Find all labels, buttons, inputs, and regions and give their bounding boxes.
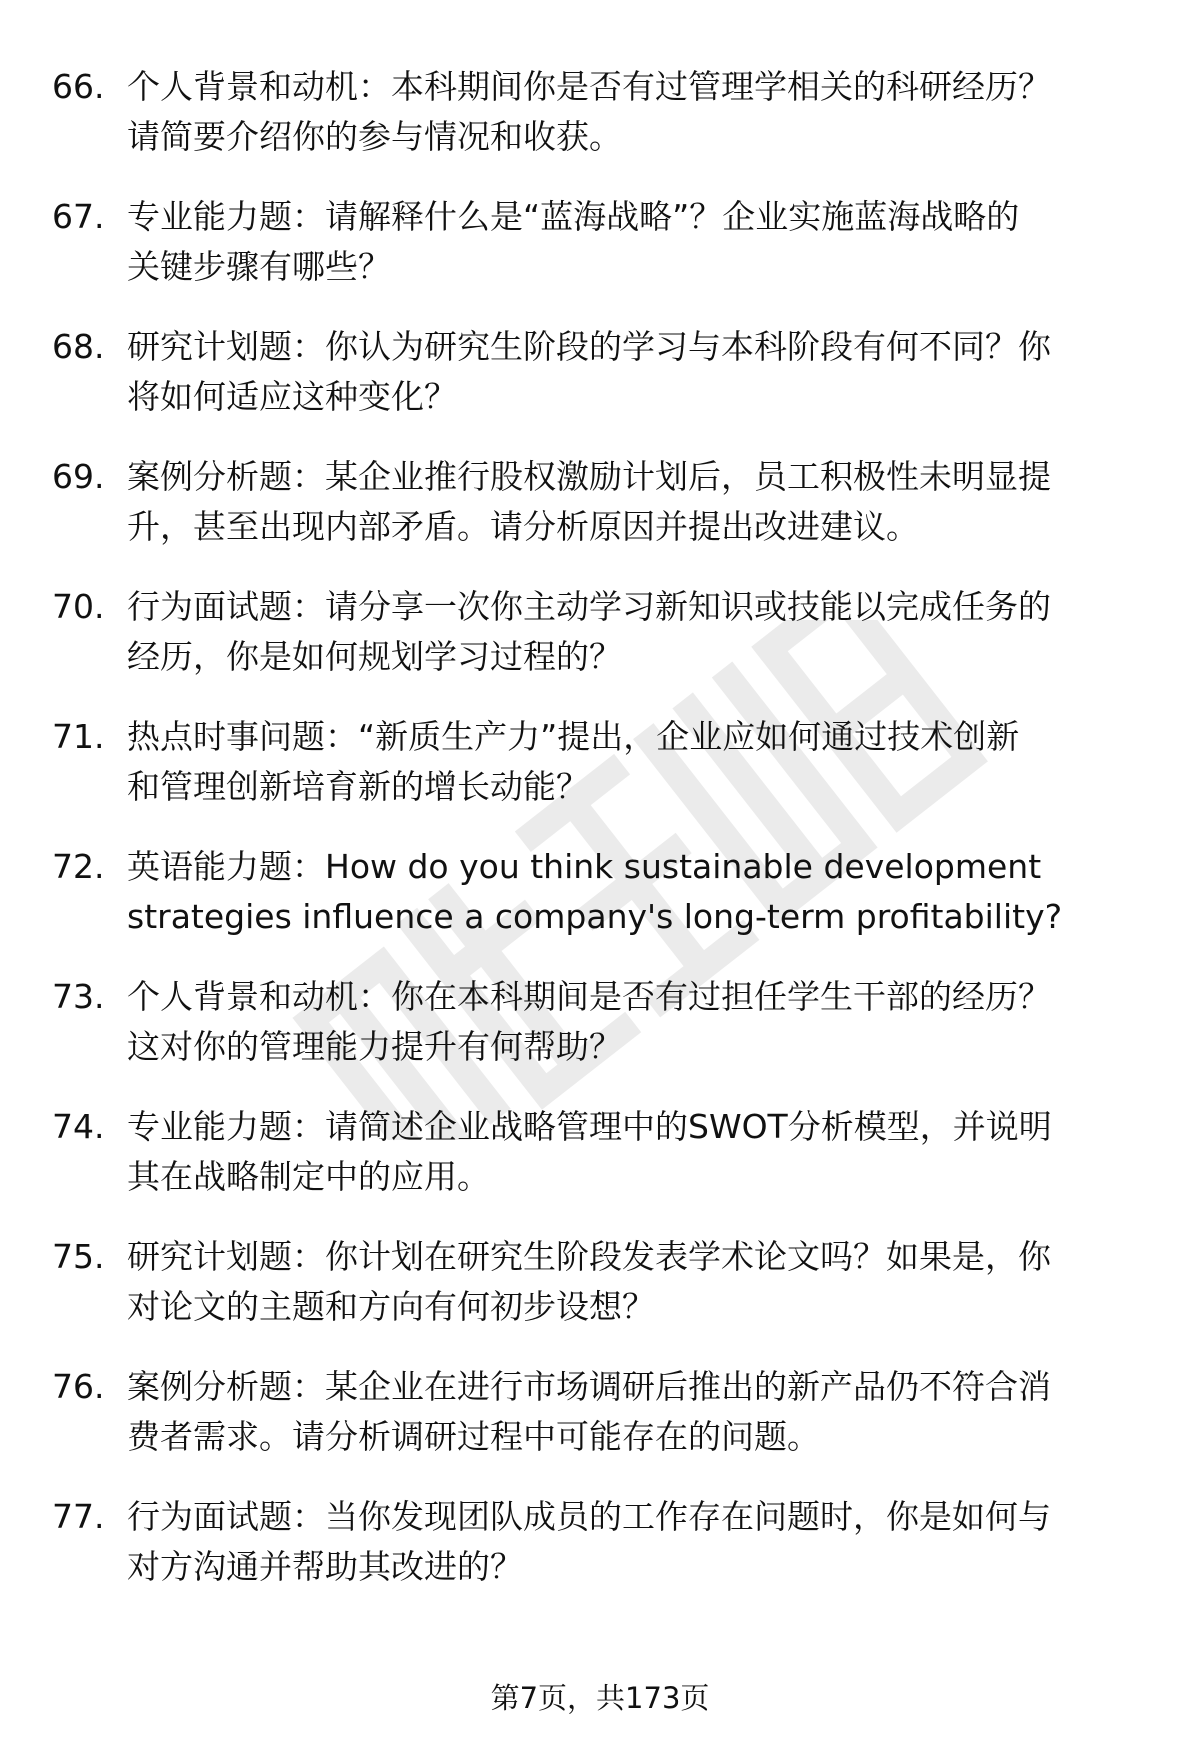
question-text-line: 研究计划题：你认为研究生阶段的学习与本科阶段有何不同？你 (127, 327, 1051, 366)
question-item (0, 62, 1200, 192)
question-number: 68. (52, 327, 105, 366)
question-number: 73. (52, 977, 105, 1016)
question-number: 77. (52, 1497, 105, 1536)
question-text-line: 对论文的主题和方向有何初步设想？ (127, 1287, 655, 1326)
page-number-footer: 第7页，共173页 (490, 1681, 710, 1715)
question-text-line: 费者需求。请分析调研过程中可能存在的问题。 (127, 1417, 820, 1456)
question-text-line: 专业能力题：请解释什么是“蓝海战略”？企业实施蓝海战略的 (127, 197, 1020, 236)
question-text-line: 英语能力题：How do you think sustainable development (127, 847, 1042, 886)
question-text-line: 研究计划题：你计划在研究生阶段发表学术论文吗？如果是，你 (127, 1237, 1051, 1276)
question-text-line: 这对你的管理能力提升有何帮助？ (127, 1027, 622, 1066)
question-number: 76. (52, 1367, 105, 1406)
question-number: 72. (52, 847, 105, 886)
question-text-line: 专业能力题：请简述企业战略管理中的SWOT分析模型，并说明 (127, 1107, 1052, 1146)
question-text-line: 经历，你是如何规划学习过程的？ (127, 637, 622, 676)
question-text-line: 案例分析题：某企业推行股权激励计划后，员工积极性未明显提 (127, 457, 1051, 496)
question-item (0, 712, 1200, 842)
question-number: 75. (52, 1237, 105, 1276)
question-item (0, 1492, 1200, 1622)
question-text-line: 个人背景和动机：本科期间你是否有过管理学相关的科研经历？ (127, 67, 1051, 106)
question-item (0, 1362, 1200, 1492)
question-number: 74. (52, 1107, 105, 1146)
question-text-line: 关键步骤有哪些？ (127, 247, 391, 286)
question-item (0, 842, 1200, 972)
question-text (127, 1362, 1142, 1462)
question-text (127, 1492, 1142, 1592)
question-number: 69. (52, 457, 105, 496)
question-text-line: 将如何适应这种变化？ (127, 377, 457, 416)
question-text-line: 行为面试题：请分享一次你主动学习新知识或技能以完成任务的 (127, 587, 1051, 626)
question-list (0, 62, 1200, 1622)
question-number: 71. (52, 717, 105, 756)
question-text-line: 请简要介绍你的参与情况和收获。 (127, 117, 622, 156)
question-item (0, 322, 1200, 452)
question-text (127, 842, 1142, 942)
question-text-line: 行为面试题：当你发现团队成员的工作存在问题时，你是如何与 (127, 1497, 1051, 1536)
question-text (127, 1232, 1142, 1332)
question-text-line: 热点时事问题：“新质生产力”提出，企业应如何通过技术创新 (127, 717, 1020, 756)
question-text (127, 972, 1142, 1072)
question-item (0, 1232, 1200, 1362)
question-text (127, 322, 1142, 422)
question-text-line: 案例分析题：某企业在进行市场调研后推出的新产品仍不符合消 (127, 1367, 1051, 1406)
question-item (0, 452, 1200, 582)
question-text-line: 个人背景和动机：你在本科期间是否有过担任学生干部的经历？ (127, 977, 1051, 1016)
question-text-line: 升，甚至出现内部矛盾。请分析原因并提出改进建议。 (127, 507, 919, 546)
question-text (127, 712, 1142, 812)
question-item (0, 582, 1200, 712)
question-text (127, 192, 1142, 292)
question-item (0, 192, 1200, 322)
question-number: 70. (52, 587, 105, 626)
question-text (127, 62, 1142, 162)
question-text (127, 1102, 1142, 1202)
question-text-line: 和管理创新培育新的增长动能？ (127, 767, 589, 806)
question-number: 66. (52, 67, 105, 106)
question-text (127, 582, 1142, 682)
question-text-line: 对方沟通并帮助其改进的？ (127, 1547, 523, 1586)
question-item (0, 1102, 1200, 1232)
question-text (127, 452, 1142, 552)
question-text-line: 其在战略制定中的应用。 (127, 1157, 490, 1196)
question-item (0, 972, 1200, 1102)
question-text-line: strategies influence a company's long-term profitability? (127, 897, 1063, 936)
question-number: 67. (52, 197, 105, 236)
